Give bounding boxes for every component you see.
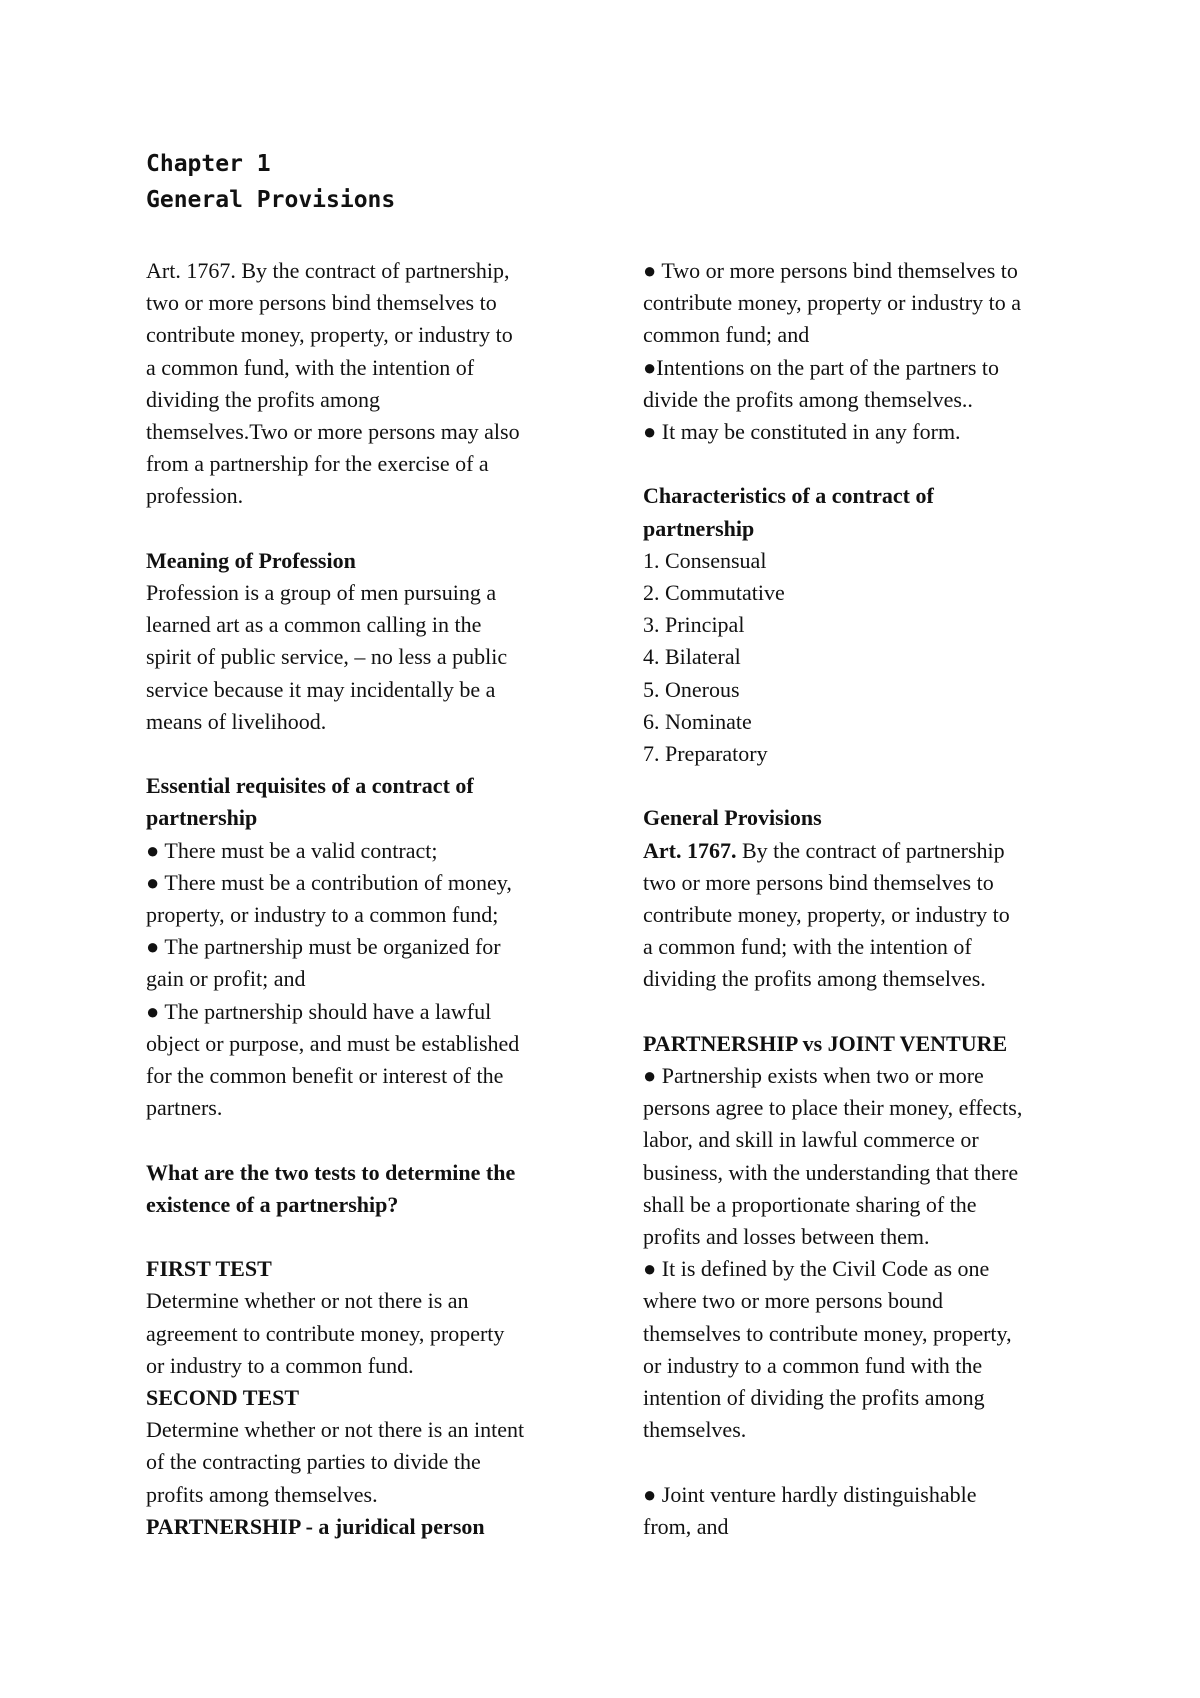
- line-text: two or more persons bind themselves to: [643, 869, 994, 895]
- text-line: [643, 738, 1083, 770]
- line-text: contribute money, property, or industry to: [643, 902, 1010, 928]
- line-text: What are the two tests to determine the: [146, 1159, 516, 1185]
- line-text: 5. Onerous: [643, 676, 740, 702]
- chapter-heading: [146, 146, 395, 218]
- line-text: persons agree to place their money, effects,: [643, 1095, 1023, 1121]
- line-text: Meaning of Profession: [146, 547, 356, 573]
- line-text: partnership: [643, 515, 755, 541]
- line-text: labor, and skill in lawful commerce or: [643, 1127, 979, 1153]
- heading-line: [146, 1157, 576, 1189]
- text-line: [643, 1285, 1083, 1317]
- text-line: [643, 899, 1083, 931]
- line-text: common fund; and: [643, 322, 810, 348]
- line-text: or industry to a common fund with the: [643, 1352, 983, 1378]
- line-text: Art. 1767.: [643, 837, 737, 863]
- line-text: themselves.: [643, 1417, 747, 1443]
- line-text: PARTNERSHIP - a juridical person: [146, 1513, 485, 1539]
- line-text: a common fund; with the intention of: [643, 934, 972, 960]
- line-text: 1. Consensual: [643, 547, 767, 573]
- text-line: [146, 448, 576, 480]
- text-line: [146, 1092, 576, 1124]
- line-text: contribute money, property or industry to a: [643, 290, 1021, 316]
- line-text: divide the profits among themselves..: [643, 386, 973, 412]
- text-line: [643, 577, 1083, 609]
- text-line: [643, 255, 1083, 287]
- line-text: 4. Bilateral: [643, 644, 741, 670]
- blank-line: [146, 513, 576, 545]
- line-text: 6. Nominate: [643, 708, 752, 734]
- text-line: [643, 1382, 1083, 1414]
- text-line: [643, 545, 1083, 577]
- line-text: profits and losses between them.: [643, 1224, 930, 1250]
- line-text: learned art as a common calling in the: [146, 612, 482, 638]
- heading-line: [146, 770, 576, 802]
- line-text: dividing the profits among: [146, 386, 381, 412]
- line-text: ● It is defined by the Civil Code as one: [643, 1256, 990, 1282]
- blank-line: [146, 1221, 576, 1253]
- chapter-number: Chapter 1: [146, 151, 271, 177]
- blank-line: [146, 738, 576, 770]
- line-text: Essential requisites of a contract of: [146, 773, 474, 799]
- line-text: gain or profit; and: [146, 966, 306, 992]
- blank-line: [643, 996, 1083, 1028]
- heading-line: [643, 513, 1083, 545]
- blank-line: [643, 770, 1083, 802]
- text-line: [643, 352, 1083, 384]
- text-line: [643, 1253, 1083, 1285]
- text-line: [643, 1060, 1083, 1092]
- chapter-title: General Provisions: [146, 187, 396, 213]
- line-text: Characteristics of a contract of: [643, 483, 934, 509]
- text-line: [146, 1318, 576, 1350]
- text-line: [643, 1414, 1083, 1446]
- text-line: [146, 1028, 576, 1060]
- line-text: ● Joint venture hardly distinguishable: [643, 1481, 977, 1507]
- text-line: [643, 1221, 1083, 1253]
- text-line: [146, 1446, 576, 1478]
- line-text: a common fund, with the intention of: [146, 354, 475, 380]
- line-text: FIRST TEST: [146, 1256, 272, 1282]
- heading-line: [643, 1028, 1083, 1060]
- text-line: [146, 996, 576, 1028]
- line-text: Profession is a group of men pursuing a: [146, 580, 497, 606]
- text-line: [643, 867, 1083, 899]
- text-line: [643, 609, 1083, 641]
- line-text: 3. Principal: [643, 612, 745, 638]
- line-text: for the common benefit or interest of the: [146, 1063, 504, 1089]
- line-text: business, with the understanding that there: [643, 1159, 1019, 1185]
- heading-line: [146, 1189, 576, 1221]
- line-text: Determine whether or not there is an: [146, 1288, 469, 1314]
- line-text: or industry to a common fund.: [146, 1352, 414, 1378]
- blank-line: [643, 1446, 1083, 1478]
- line-text: of the contracting parties to divide the: [146, 1449, 481, 1475]
- line-text: themselves.Two or more persons may also: [146, 419, 520, 445]
- text-line: [643, 1189, 1083, 1221]
- line-text: ● The partnership should have a lawful: [146, 998, 492, 1024]
- line-text: SECOND TEST: [146, 1385, 300, 1411]
- text-line: [146, 416, 576, 448]
- text-line: [643, 1124, 1083, 1156]
- right-column: [643, 255, 1083, 1543]
- heading-line: [146, 545, 576, 577]
- text-line: [146, 1350, 576, 1382]
- line-text: property, or industry to a common fund;: [146, 902, 499, 928]
- text-line: [643, 931, 1083, 963]
- text-line: [643, 674, 1083, 706]
- line-text: shall be a proportionate sharing of the: [643, 1191, 977, 1217]
- heading-line: [146, 1253, 576, 1285]
- line-text: partnership: [146, 805, 258, 831]
- text-line: [146, 1060, 576, 1092]
- text-line: [643, 1511, 1083, 1543]
- heading-line: [146, 1382, 576, 1414]
- text-line: [146, 674, 576, 706]
- text-line: [643, 1157, 1083, 1189]
- text-line: [643, 706, 1083, 738]
- line-text: ● Partnership exists when two or more: [643, 1063, 984, 1089]
- text-line: [643, 1350, 1083, 1382]
- line-text: partners.: [146, 1095, 223, 1121]
- line-text: dividing the profits among themselves.: [643, 966, 986, 992]
- line-text: two or more persons bind themselves to: [146, 290, 497, 316]
- text-line: [146, 1479, 576, 1511]
- line-text: ● It may be constituted in any form.: [643, 419, 961, 445]
- line-text: 7. Preparatory: [643, 741, 768, 767]
- line-text: 2. Commutative: [643, 580, 785, 606]
- text-line: [146, 835, 576, 867]
- line-text: PARTNERSHIP vs JOINT VENTURE: [643, 1030, 1008, 1056]
- text-line: [146, 867, 576, 899]
- text-line: [146, 899, 576, 931]
- line-text: profits among themselves.: [146, 1481, 378, 1507]
- text-line: [146, 577, 576, 609]
- line-text: ● There must be a valid contract;: [146, 837, 438, 863]
- left-column: [146, 255, 576, 1543]
- line-text: where two or more persons bound: [643, 1288, 943, 1314]
- text-line: [643, 384, 1083, 416]
- line-text: object or purpose, and must be established: [146, 1030, 520, 1056]
- heading-line: [146, 1511, 576, 1543]
- text-line: [643, 641, 1083, 673]
- text-line: [146, 609, 576, 641]
- heading-line: [146, 802, 576, 834]
- text-line: [643, 287, 1083, 319]
- line-text: ● There must be a contribution of money,: [146, 869, 512, 895]
- text-line: [146, 384, 576, 416]
- heading-line: [643, 480, 1083, 512]
- line-text: Art. 1767. By the contract of partnership,: [146, 258, 510, 283]
- text-line: [643, 1479, 1083, 1511]
- line-text: ● The partnership must be organized for: [146, 934, 501, 960]
- line-text: contribute money, property, or industry to: [146, 322, 513, 348]
- line-text: ● Two or more persons bind themselves to: [643, 258, 1018, 283]
- text-line: [146, 480, 576, 512]
- line-text: existence of a partnership?: [146, 1191, 399, 1217]
- text-line: [643, 1092, 1083, 1124]
- text-line: [146, 287, 576, 319]
- text-line: [146, 931, 576, 963]
- text-line: [643, 1318, 1083, 1350]
- line-text: from, and: [643, 1513, 729, 1539]
- text-line: [146, 1414, 576, 1446]
- text-line: [146, 352, 576, 384]
- line-text: agreement to contribute money, property: [146, 1320, 505, 1346]
- text-line: [146, 1285, 576, 1317]
- line-text: service because it may incidentally be a: [146, 676, 496, 702]
- text-line: [146, 255, 576, 287]
- heading-line: [643, 835, 1083, 867]
- line-text-continuation: By the contract of partnership: [736, 837, 1005, 863]
- blank-line: [146, 1124, 576, 1156]
- text-line: [643, 963, 1083, 995]
- line-text: Determine whether or not there is an intent: [146, 1417, 525, 1443]
- text-line: [146, 706, 576, 738]
- text-line: [146, 641, 576, 673]
- line-text: intention of dividing the profits among: [643, 1385, 985, 1411]
- line-text: themselves to contribute money, property,: [643, 1320, 1012, 1346]
- text-line: [146, 319, 576, 351]
- text-line: [643, 319, 1083, 351]
- line-text: from a partnership for the exercise of a: [146, 451, 489, 477]
- line-text: General Provisions: [643, 805, 822, 831]
- text-line: [643, 416, 1083, 448]
- heading-line: [643, 802, 1083, 834]
- line-text: profession.: [146, 483, 244, 509]
- line-text: means of livelihood.: [146, 708, 327, 734]
- blank-line: [643, 448, 1083, 480]
- text-line: [146, 963, 576, 995]
- line-text: ●Intentions on the part of the partners to: [643, 354, 1000, 380]
- line-text: spirit of public service, – no less a public: [146, 644, 508, 670]
